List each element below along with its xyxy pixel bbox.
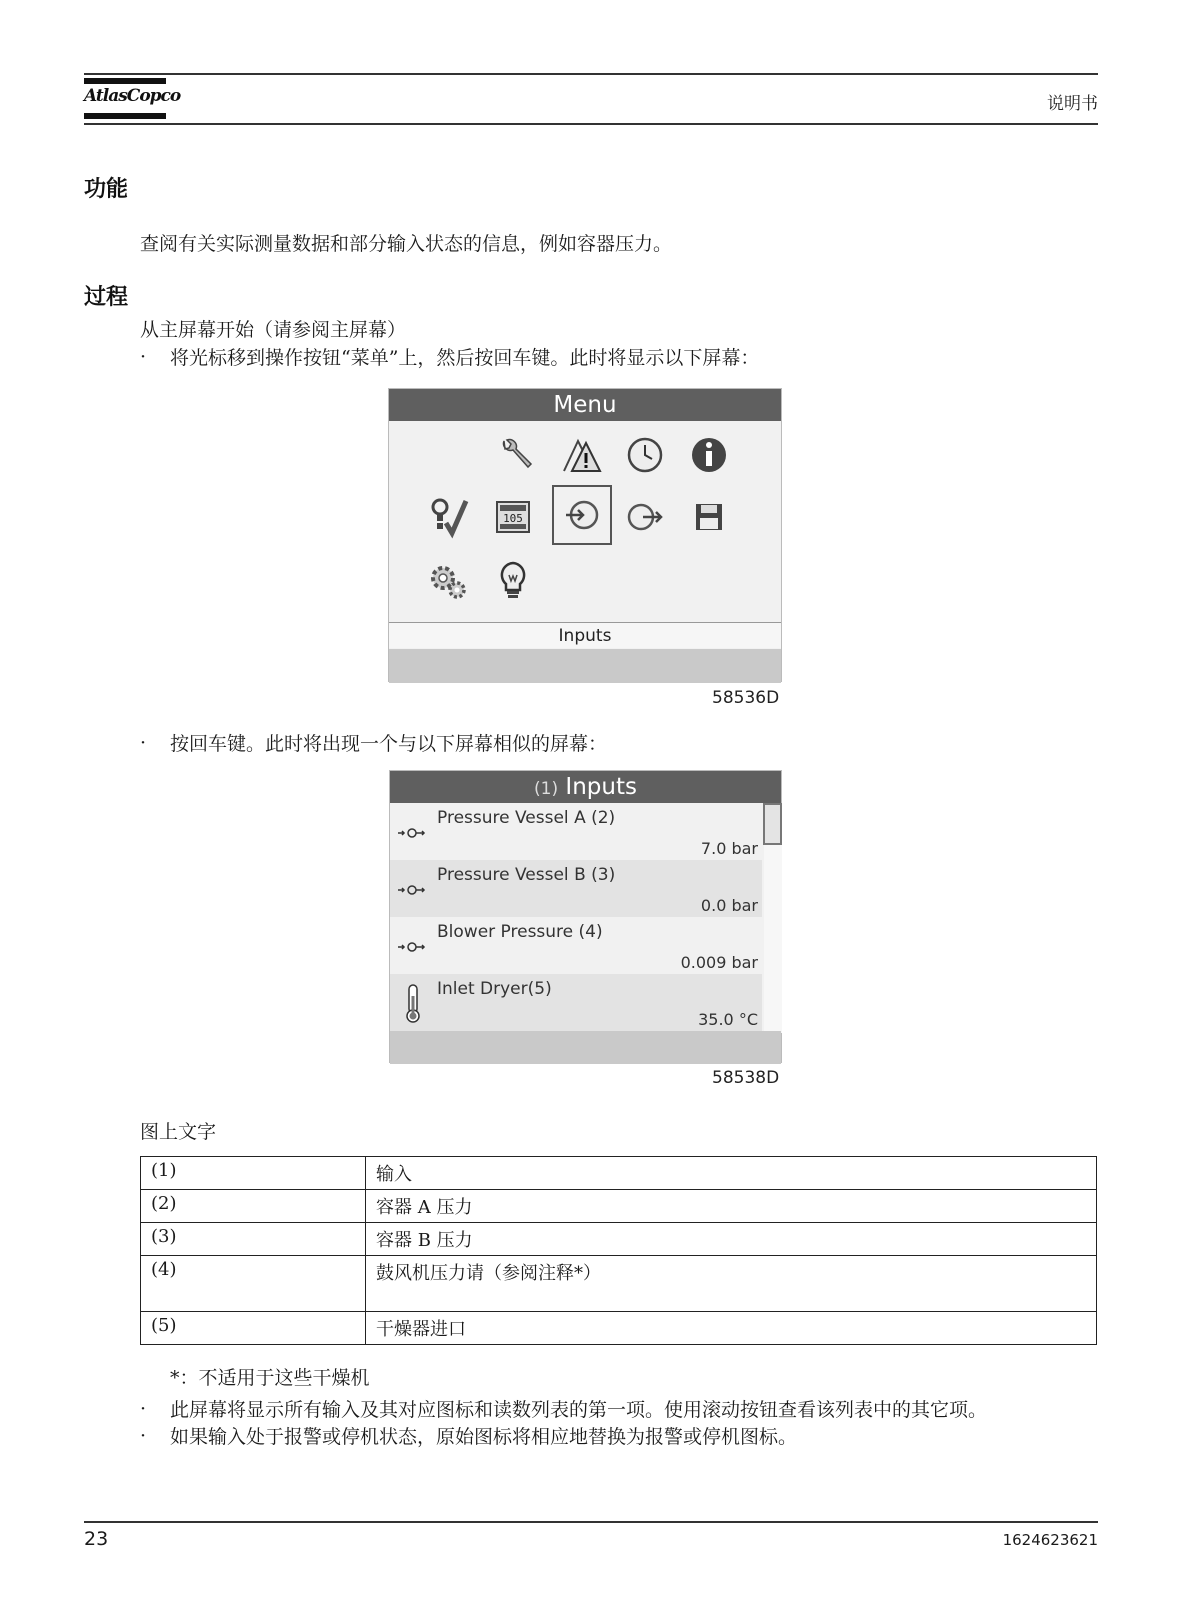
clock-icon[interactable] (621, 431, 669, 479)
input-value: 0.0 bar (700, 896, 758, 915)
selected-item-label: Inputs (389, 622, 781, 648)
atlas-copco-logo (84, 78, 181, 120)
procedure-step-2: 按回车键。此时将出现一个与以下屏幕相似的屏幕： (170, 733, 608, 755)
settings-gears-icon[interactable] (424, 557, 472, 605)
warning-icon[interactable] (556, 431, 604, 479)
input-row-blower-pressure[interactable] (390, 917, 762, 974)
heading-function: 功能 (84, 177, 129, 202)
heading-procedure: 过程 (84, 285, 129, 310)
table-row (141, 1256, 1097, 1312)
legend-text: 鼓风机压力请（参阅注释*） (366, 1256, 1097, 1312)
legend-caption: 图上文字 (140, 1121, 217, 1143)
figure-code-inputs: 58538D (712, 1068, 780, 1088)
scrollbar-thumb[interactable] (763, 803, 782, 845)
figure-code-menu: 58536D (712, 688, 780, 708)
table-row (141, 1223, 1097, 1256)
legend-key: (3) (141, 1223, 366, 1256)
input-row-pressure-vessel-a[interactable] (390, 803, 762, 860)
footnote: *：不适用于这些干燥机 (170, 1367, 370, 1389)
input-value: 35.0 °C (698, 1010, 758, 1029)
legend-text: 干燥器进口 (366, 1312, 1097, 1345)
svg-text:105: 105 (503, 512, 523, 525)
checklist-icon[interactable] (424, 493, 472, 541)
outputs-icon[interactable] (621, 493, 669, 541)
legend-key: (2) (141, 1190, 366, 1223)
inputs-title-callout: (1) (534, 779, 559, 799)
input-row-pressure-vessel-b[interactable] (390, 860, 762, 917)
thermometer-icon (396, 982, 430, 1024)
legend-table (140, 1156, 1097, 1345)
menu-screen (388, 388, 782, 682)
table-row (141, 1190, 1097, 1223)
input-value: 7.0 bar (700, 839, 758, 858)
page-number: 23 (84, 1528, 109, 1550)
document-kind: 说明书 (1047, 94, 1098, 114)
logo-text: AtlasCopco (84, 86, 181, 106)
bullet-marker: · (140, 346, 147, 368)
info-icon[interactable] (685, 431, 733, 479)
inputs-footer-bar (390, 1031, 781, 1064)
bullet-marker: · (140, 732, 147, 754)
input-label: Blower Pressure (4) (437, 922, 603, 942)
bullet-marker: · (140, 1398, 147, 1420)
table-row (141, 1312, 1097, 1345)
input-label: Pressure Vessel A (2) (437, 808, 616, 828)
legend-text: 输入 (366, 1157, 1097, 1190)
header-rule (84, 123, 1098, 125)
input-value: 0.009 bar (680, 953, 758, 972)
header-top-rule (84, 73, 1098, 75)
input-label: Pressure Vessel B (3) (437, 865, 616, 885)
lightbulb-icon[interactable] (489, 557, 537, 605)
pressure-sensor-icon (396, 933, 430, 961)
legend-key: (5) (141, 1312, 366, 1345)
inputs-title-text: Inputs (565, 774, 637, 800)
counter-icon[interactable] (489, 493, 537, 541)
note-bullet-2: 如果输入处于报警或停机状态，原始图标将相应地替换为报警或停机图标。 (170, 1426, 798, 1448)
inputs-icon[interactable] (552, 485, 612, 545)
inputs-screen (389, 770, 782, 1063)
pressure-sensor-icon (396, 876, 430, 904)
pressure-sensor-icon (396, 819, 430, 847)
table-row (141, 1157, 1097, 1190)
footer-rule (84, 1521, 1098, 1523)
legend-key: (1) (141, 1157, 366, 1190)
procedure-step-1: 将光标移到操作按钮“菜单”上，然后按回车键。此时将显示以下屏幕： (170, 347, 760, 369)
bullet-marker: · (140, 1425, 147, 1447)
save-icon[interactable] (685, 493, 733, 541)
input-row-inlet-dryer[interactable] (390, 974, 762, 1031)
legend-text: 容器 A 压力 (366, 1190, 1097, 1223)
note-bullet-1: 此屏幕将显示所有输入及其对应图标和读数列表的第一项。使用滚动按钮查看该列表中的其它项。 (170, 1399, 988, 1421)
wrench-icon[interactable] (492, 431, 540, 479)
procedure-intro: 从主屏幕开始（请参阅主屏幕） (140, 319, 407, 341)
document-number: 1624623621 (1002, 1531, 1098, 1549)
menu-footer-bar (389, 649, 781, 683)
menu-title: Menu (389, 389, 781, 421)
inputs-title (390, 771, 781, 803)
legend-key: (4) (141, 1256, 366, 1312)
input-label: Inlet Dryer(5) (437, 979, 552, 999)
legend-text: 容器 B 压力 (366, 1223, 1097, 1256)
function-text: 查阅有关实际测量数据和部分输入状态的信息，例如容器压力。 (140, 233, 673, 255)
